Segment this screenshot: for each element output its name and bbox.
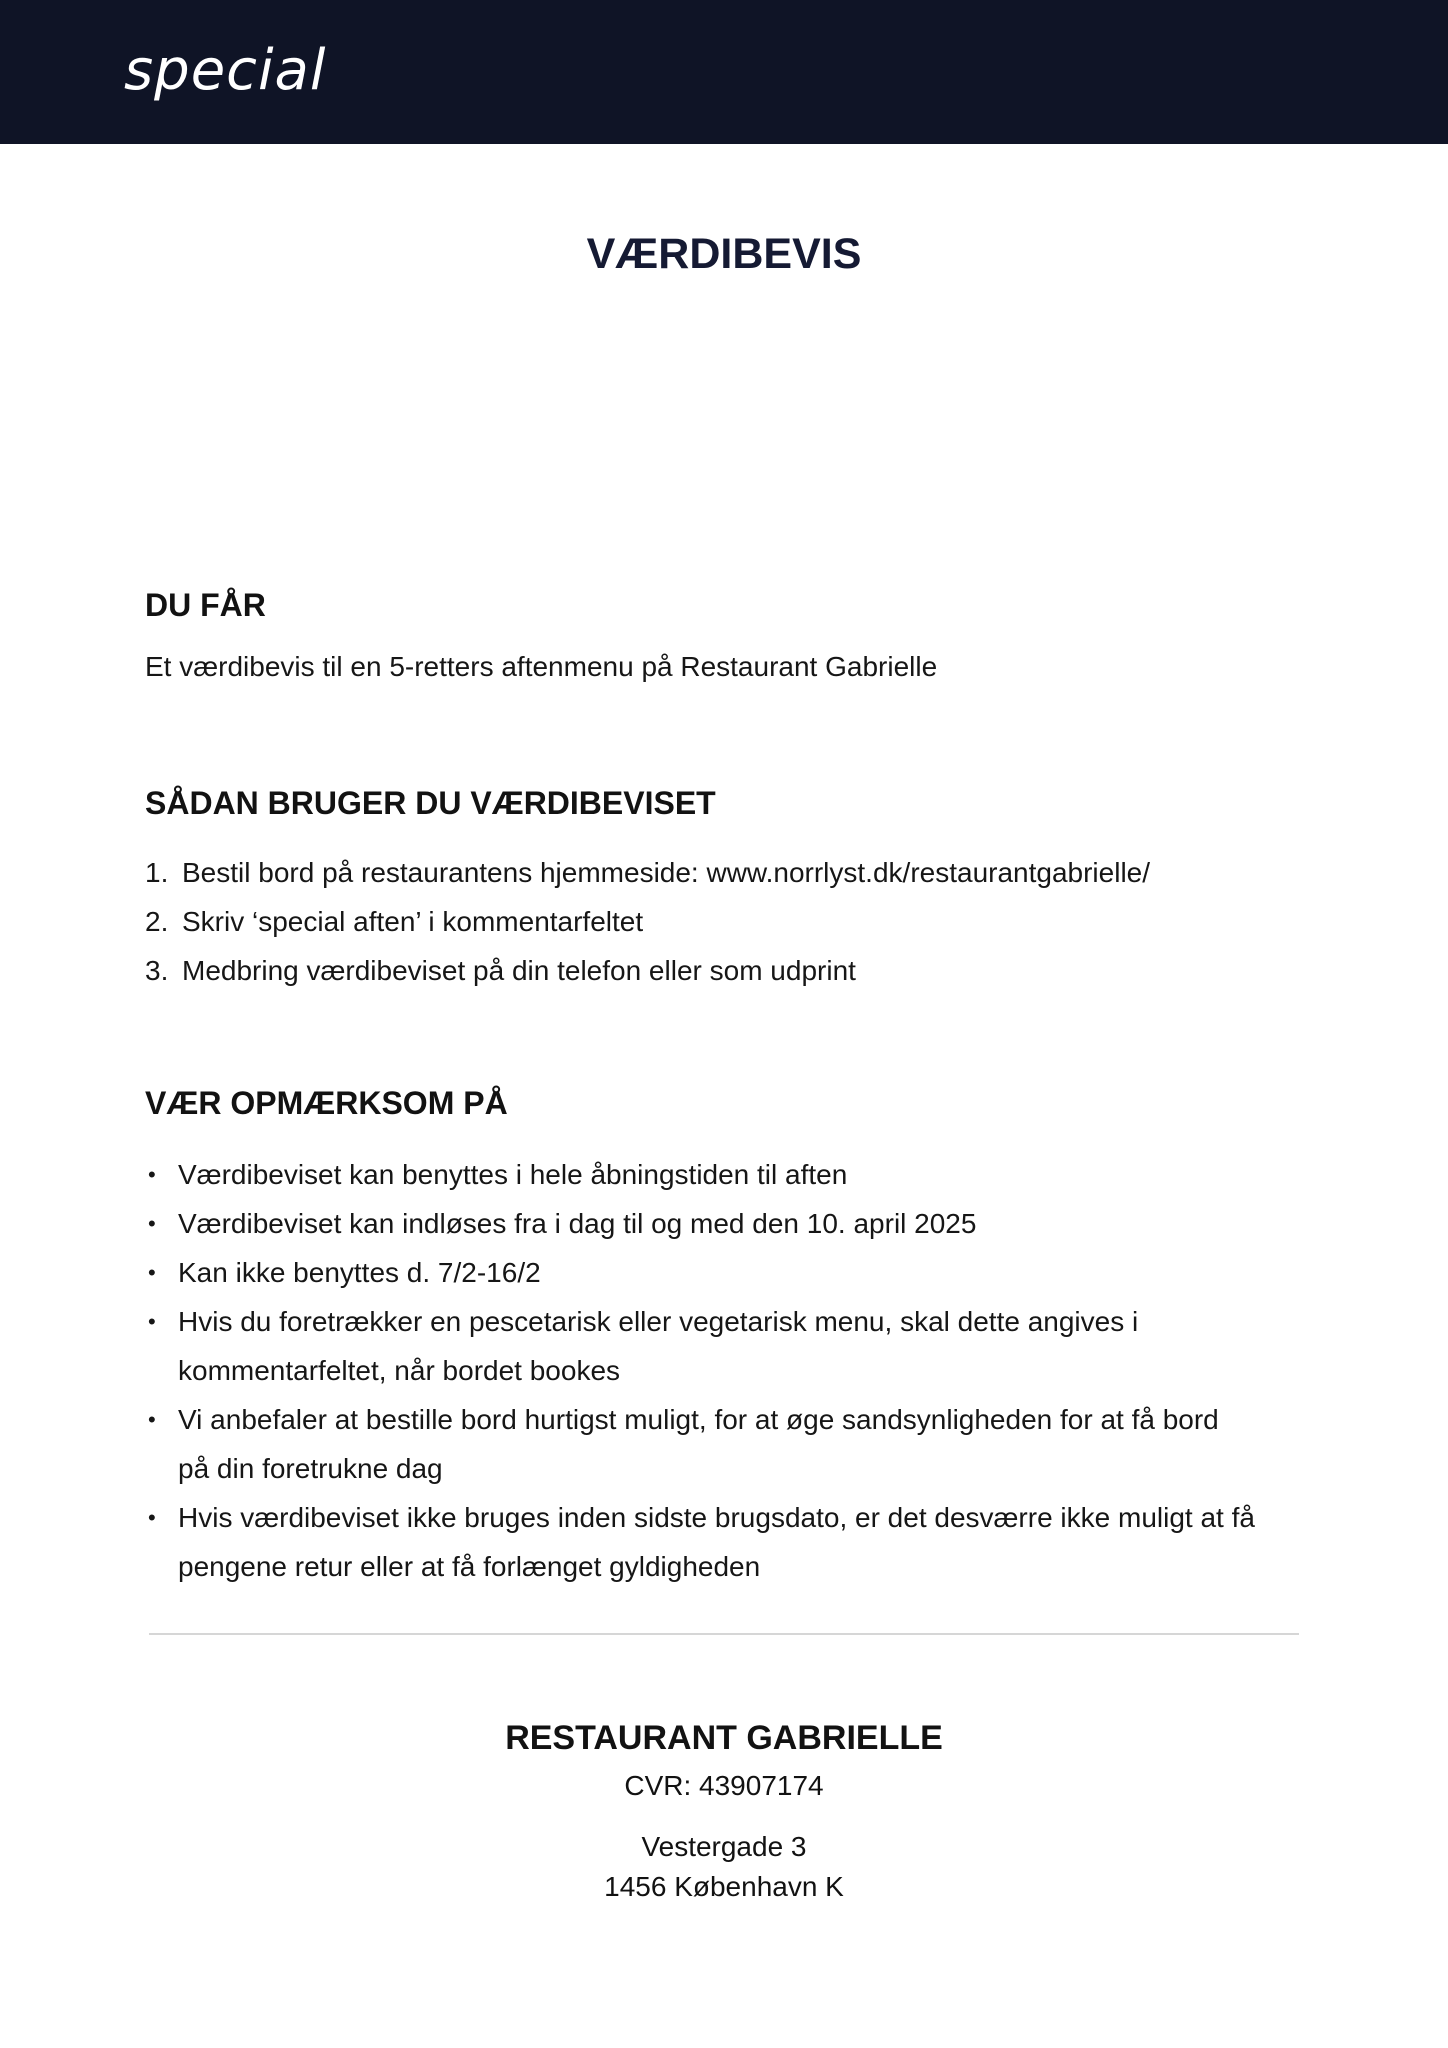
list-item [145,855,1150,904]
notice-text: Hvis værdibeviset ikke bruges inden sidste brugsdato, er det desværre ikke muligt at få pengene retur eller at få forlænget gyldigheden [178,1502,1255,1582]
header-bar [0,0,1448,144]
step-text: Medbring værdibeviset på din telefon eller som udprint [182,955,856,986]
list-item [145,1493,1255,1591]
address-city: 1456 København K [604,1871,844,1902]
brand-logo: special [124,38,327,103]
list-item [145,1395,1255,1493]
heading-notice: VÆR OPMÆRKSOM PÅ [145,1085,508,1121]
list-item [145,1297,1255,1395]
bullet-icon: • [148,1211,156,1236]
list-item [145,1199,1255,1248]
address-street: Vestergade 3 [641,1831,807,1862]
company-cvr: CVR: 43907174 [624,1770,824,1801]
list-item [145,1150,1255,1199]
notice-list [145,1150,1255,1591]
notice-text: Værdibeviset kan indløses fra i dag til og med den 10. april 2025 [178,1208,977,1239]
list-item [145,953,1150,1002]
step-number: 3. [145,955,169,986]
bullet-icon: • [148,1309,156,1334]
step-number: 2. [145,906,169,937]
bullet-icon: • [148,1162,156,1187]
heading-du-faar: DU FÅR [145,587,266,623]
list-item [145,1248,1255,1297]
steps-list [145,855,1150,1002]
heading-how-to-use: SÅDAN BRUGER DU VÆRDIBEVISET [145,785,716,821]
bullet-icon: • [148,1260,156,1285]
notice-text: Hvis du foretrækker en pescetarisk eller vegetarisk menu, skal dette angives i kommentarfeltet, når bordet bookes [178,1306,1139,1386]
document-title: VÆRDIBEVIS [586,230,862,278]
notice-text: Vi anbefaler at bestille bord hurtigst muligt, for at øge sandsynligheden for at få bord på din foretrukne dag [178,1404,1219,1484]
step-text: Bestil bord på restaurantens hjemmeside: www.norrlyst.dk/restaurantgabrielle/ [182,857,1151,888]
divider [149,1633,1299,1635]
list-item [145,904,1150,953]
notice-text: Værdibeviset kan benyttes i hele åbningstiden til aften [178,1159,848,1190]
step-text: Skriv ‘special aften’ i kommentarfeltet [182,906,644,937]
bullet-icon: • [148,1505,156,1530]
step-number: 1. [145,857,169,888]
restaurant-name: RESTAURANT GABRIELLE [505,1719,943,1757]
you-get-description: Et værdibevis til en 5-retters aftenmenu på Restaurant Gabrielle [145,651,938,682]
notice-text: Kan ikke benyttes d. 7/2-16/2 [178,1257,541,1288]
bullet-icon: • [148,1407,156,1432]
